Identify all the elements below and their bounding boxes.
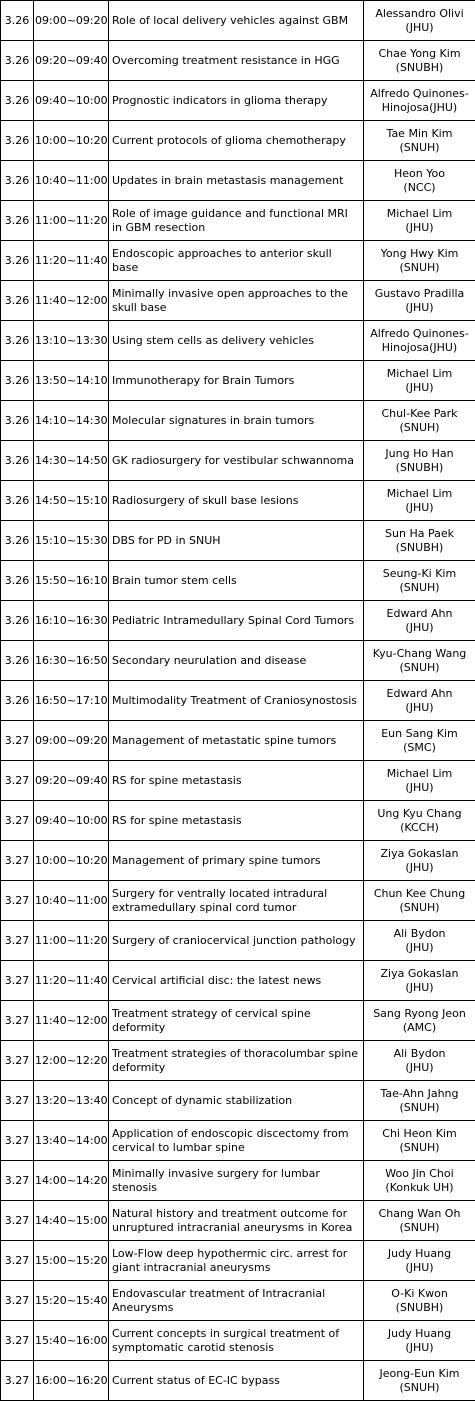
speaker-affiliation: (SNUH) [399,1140,440,1154]
speaker-name: Chul-Kee Park [381,406,458,420]
session-time: 11:20~11:40 [34,961,109,1001]
session-title: RS for spine metastasis [109,761,364,801]
session-date: 3.26 [1,481,34,521]
speaker-name: Jung Ho Han [385,446,454,460]
session-date: 3.27 [1,1041,34,1081]
session-title: Molecular signatures in brain tumors [109,401,364,441]
session-date: 3.26 [1,521,34,561]
session-date: 3.26 [1,1,34,41]
session-title: Natural history and treatment outcome for unruptured intracranial aneurysms in Korea [109,1201,364,1241]
session-time: 16:00~16:20 [34,1361,109,1401]
speaker-affiliation: Hinojosa(JHU) [381,340,458,354]
session-title: Management of primary spine tumors [109,841,364,881]
speaker-affiliation: (SNUBH) [395,1300,444,1314]
session-title: Updates in brain metastasis management [109,161,364,201]
schedule-row [1,681,475,721]
session-time: 16:10~16:30 [34,601,109,641]
session-title: Treatment strategies of thoracolumbar spine deformity [109,1041,364,1081]
speaker-cell [364,41,475,81]
speaker-affiliation: (JHU) [405,860,434,874]
speaker-name: Chae Yong Kim [378,46,461,60]
speaker-name: Alfredo Quinones- [370,326,469,340]
session-time: 09:40~10:00 [34,801,109,841]
speaker-affiliation: (SNUH) [399,1220,440,1234]
session-date: 3.27 [1,881,34,921]
schedule-row [1,321,475,361]
session-time: 16:30~16:50 [34,641,109,681]
speaker-name: Chun Kee Chung [373,886,466,900]
speaker-name: Edward Ahn [386,686,453,700]
session-title: Current concepts in surgical treatment of symptomatic carotid stenosis [109,1321,364,1361]
speaker-cell [364,1041,475,1081]
session-date: 3.26 [1,81,34,121]
speaker-cell [364,121,475,161]
speaker-name: Sang Ryong Jeon [373,1006,466,1020]
schedule-row [1,1161,475,1201]
speaker-name: Seung-Ki Kim [382,566,457,580]
speaker-affiliation: (JHU) [405,980,434,994]
speaker-cell [364,321,475,361]
session-title: Minimally invasive open approaches to the skull base [109,281,364,321]
speaker-name: Gustavo Pradilla [374,286,465,300]
session-date: 3.26 [1,681,34,721]
session-title: Role of local delivery vehicles against GBM [109,1,364,41]
session-title: Surgery for ventrally located intradural extramedullary spinal cord tumor [109,881,364,921]
session-time: 12:00~12:20 [34,1041,109,1081]
session-time: 09:20~09:40 [34,761,109,801]
schedule-row [1,201,475,241]
speaker-cell [364,481,475,521]
schedule-row [1,81,475,121]
session-date: 3.27 [1,1361,34,1401]
session-title: Management of metastatic spine tumors [109,721,364,761]
speaker-cell [364,1081,475,1121]
speaker-cell [364,1321,475,1361]
session-title: Secondary neurulation and disease [109,641,364,681]
session-time: 11:40~12:00 [34,281,109,321]
schedule-row [1,761,475,801]
session-date: 3.26 [1,441,34,481]
session-title: Overcoming treatment resistance in HGG [109,41,364,81]
speaker-name: Michael Lim [386,206,453,220]
speaker-affiliation: (SNUBH) [395,60,444,74]
session-title: Current protocols of glioma chemotherapy [109,121,364,161]
schedule-row [1,961,475,1001]
speaker-cell [364,1001,475,1041]
speaker-cell [364,1161,475,1201]
session-time: 10:40~11:00 [34,161,109,201]
session-date: 3.26 [1,121,34,161]
session-title: Using stem cells as delivery vehicles [109,321,364,361]
session-date: 3.27 [1,1321,34,1361]
speaker-name: Michael Lim [386,486,453,500]
speaker-name: Ali Bydon [393,926,446,940]
speaker-name: O-Ki Kwon [391,1286,448,1300]
speaker-cell [364,441,475,481]
speaker-cell [364,761,475,801]
speaker-name: Ali Bydon [393,1046,446,1060]
speaker-cell [364,681,475,721]
speaker-cell [364,1,475,41]
session-date: 3.27 [1,1001,34,1041]
session-title: Pediatric Intramedullary Spinal Cord Tumors [109,601,364,641]
speaker-affiliation: (JHU) [405,780,434,794]
session-time: 14:40~15:00 [34,1201,109,1241]
schedule-row [1,641,475,681]
session-time: 13:20~13:40 [34,1081,109,1121]
schedule-row [1,1,475,41]
speaker-cell [364,281,475,321]
speaker-affiliation: (SNUBH) [395,460,444,474]
session-time: 14:10~14:30 [34,401,109,441]
speaker-affiliation: (JHU) [405,20,434,34]
session-time: 10:00~10:20 [34,841,109,881]
speaker-name: Alessandro Olivi [375,6,464,20]
speaker-name: Alfredo Quinones- [370,86,469,100]
speaker-cell [364,841,475,881]
session-title: Role of image guidance and functional MRI in GBM resection [109,201,364,241]
session-date: 3.26 [1,361,34,401]
schedule-row [1,441,475,481]
speaker-name: Michael Lim [386,366,453,380]
session-title: Current status of EC-IC bypass [109,1361,364,1401]
session-date: 3.27 [1,1241,34,1281]
session-time: 15:50~16:10 [34,561,109,601]
speaker-affiliation: (JHU) [405,500,434,514]
speaker-affiliation: (JHU) [405,1060,434,1074]
session-date: 3.26 [1,601,34,641]
session-title: Low-Flow deep hypothermic circ. arrest for giant intracranial aneurysms [109,1241,364,1281]
speaker-affiliation: (SNUH) [399,420,440,434]
speaker-affiliation: (SNUBH) [395,540,444,554]
session-date: 3.27 [1,1161,34,1201]
schedule-row [1,1001,475,1041]
speaker-name: Tae-Ahn Jahng [380,1086,459,1100]
schedule-row [1,521,475,561]
speaker-name: Edward Ahn [386,606,453,620]
speaker-name: Judy Huang [387,1326,452,1340]
session-time: 11:20~11:40 [34,241,109,281]
session-date: 3.27 [1,1281,34,1321]
schedule-row [1,1361,475,1401]
session-date: 3.27 [1,841,34,881]
session-time: 15:40~16:00 [34,1321,109,1361]
speaker-affiliation: (SNUH) [399,260,440,274]
speaker-cell [364,201,475,241]
speaker-affiliation: (SMC) [403,740,436,754]
schedule-row [1,721,475,761]
speaker-cell [364,801,475,841]
speaker-name: Ziya Gokaslan [380,846,459,860]
speaker-name: Judy Huang [387,1246,452,1260]
speaker-name: Tae Min Kim [386,126,453,140]
speaker-affiliation: (SNUH) [399,580,440,594]
speaker-name: Heon Yoo [394,166,445,180]
session-date: 3.27 [1,761,34,801]
session-time: 09:40~10:00 [34,81,109,121]
session-title: Radiosurgery of skull base lesions [109,481,364,521]
session-title: Minimally invasive surgery for lumbar stenosis [109,1161,364,1201]
schedule-row [1,161,475,201]
speaker-affiliation: (SNUH) [399,1380,440,1394]
session-date: 3.27 [1,921,34,961]
session-time: 09:20~09:40 [34,41,109,81]
session-time: 15:00~15:20 [34,1241,109,1281]
speaker-affiliation: (NCC) [403,180,436,194]
session-title: Multimodality Treatment of Craniosynostosis [109,681,364,721]
session-time: 15:20~15:40 [34,1281,109,1321]
session-time: 15:10~15:30 [34,521,109,561]
session-date: 3.26 [1,241,34,281]
session-title: Endovascular treatment of Intracranial Aneurysms [109,1281,364,1321]
session-title: Immunotherapy for Brain Tumors [109,361,364,401]
schedule-row [1,41,475,81]
session-date: 3.27 [1,801,34,841]
speaker-cell [364,641,475,681]
schedule-row [1,1121,475,1161]
speaker-name: Ziya Gokaslan [380,966,459,980]
speaker-affiliation: (Konkuk UH) [385,1180,454,1194]
schedule-row [1,601,475,641]
schedule-row [1,841,475,881]
speaker-affiliation: (JHU) [405,620,434,634]
schedule-row [1,1281,475,1321]
speaker-cell [364,1361,475,1401]
speaker-name: Chi Heon Kim [382,1126,457,1140]
schedule-row [1,921,475,961]
schedule-row [1,1321,475,1361]
speaker-affiliation: (SNUH) [399,660,440,674]
session-time: 11:00~11:20 [34,921,109,961]
speaker-cell [364,1281,475,1321]
speaker-cell [364,561,475,601]
session-time: 16:50~17:10 [34,681,109,721]
session-time: 14:50~15:10 [34,481,109,521]
speaker-name: Woo Jin Choi [385,1166,454,1180]
schedule-row [1,1201,475,1241]
schedule-row [1,401,475,441]
speaker-cell [364,161,475,201]
speaker-cell [364,1201,475,1241]
speaker-affiliation: (JHU) [405,1260,434,1274]
speaker-affiliation: (JHU) [405,940,434,954]
speaker-cell [364,721,475,761]
session-date: 3.26 [1,161,34,201]
speaker-affiliation: (JHU) [405,700,434,714]
speaker-cell [364,1121,475,1161]
schedule-row [1,1241,475,1281]
session-date: 3.26 [1,401,34,441]
speaker-affiliation: (JHU) [405,300,434,314]
session-date: 3.27 [1,1201,34,1241]
speaker-name: Ung Kyu Chang [377,806,462,820]
session-title: Cervical artificial disc: the latest news [109,961,364,1001]
session-time: 09:00~09:20 [34,1,109,41]
speaker-name: Kyu-Chang Wang [372,646,467,660]
speaker-affiliation: (JHU) [405,1340,434,1354]
speaker-affiliation: (SNUH) [399,140,440,154]
schedule-row [1,361,475,401]
speaker-name: Yong Hwy Kim [380,246,459,260]
session-title: Surgery of craniocervical junction pathology [109,921,364,961]
schedule-row [1,281,475,321]
speaker-cell [364,1241,475,1281]
schedule-row [1,1041,475,1081]
session-date: 3.26 [1,561,34,601]
session-title: Treatment strategy of cervical spine deformity [109,1001,364,1041]
speaker-cell [364,401,475,441]
speaker-affiliation: Hinojosa(JHU) [381,100,458,114]
speaker-affiliation: (AMC) [402,1020,437,1034]
speaker-affiliation: (JHU) [405,220,434,234]
schedule-row [1,561,475,601]
speaker-cell [364,361,475,401]
session-date: 3.26 [1,641,34,681]
session-date: 3.26 [1,281,34,321]
session-date: 3.27 [1,961,34,1001]
session-date: 3.26 [1,41,34,81]
session-time: 13:40~14:00 [34,1121,109,1161]
session-date: 3.26 [1,201,34,241]
speaker-affiliation: (SNUH) [399,900,440,914]
speaker-affiliation: (SNUH) [399,1100,440,1114]
session-date: 3.26 [1,321,34,361]
session-title: Brain tumor stem cells [109,561,364,601]
schedule-row [1,1081,475,1121]
session-time: 14:30~14:50 [34,441,109,481]
schedule-row [1,481,475,521]
speaker-name: Chang Wan Oh [378,1206,461,1220]
speaker-cell [364,961,475,1001]
session-time: 10:00~10:20 [34,121,109,161]
speaker-cell [364,601,475,641]
session-time: 11:00~11:20 [34,201,109,241]
session-time: 13:50~14:10 [34,361,109,401]
session-date: 3.27 [1,1121,34,1161]
session-date: 3.27 [1,721,34,761]
speaker-affiliation: (KCCH) [400,820,439,834]
session-title: RS for spine metastasis [109,801,364,841]
speaker-name: Sun Ha Paek [385,526,454,540]
session-time: 11:40~12:00 [34,1001,109,1041]
session-time: 14:00~14:20 [34,1161,109,1201]
schedule-row [1,881,475,921]
speaker-cell [364,521,475,561]
speaker-name: Jeong-Eun Kim [379,1366,460,1380]
session-time: 10:40~11:00 [34,881,109,921]
speaker-name: Michael Lim [386,766,453,780]
schedule-body [1,1,475,1401]
session-time: 09:00~09:20 [34,721,109,761]
session-date: 3.27 [1,1081,34,1121]
session-title: Prognostic indicators in glioma therapy [109,81,364,121]
speaker-cell [364,81,475,121]
session-title: DBS for PD in SNUH [109,521,364,561]
speaker-name: Eun Sang Kim [381,726,458,740]
schedule-row [1,241,475,281]
schedule-row [1,801,475,841]
speaker-cell [364,881,475,921]
speaker-cell [364,241,475,281]
session-time: 13:10~13:30 [34,321,109,361]
session-title: GK radiosurgery for vestibular schwannoma [109,441,364,481]
session-title: Endoscopic approaches to anterior skull base [109,241,364,281]
session-title: Concept of dynamic stabilization [109,1081,364,1121]
speaker-affiliation: (JHU) [405,380,434,394]
schedule-row [1,121,475,161]
session-title: Application of endoscopic discectomy from cervical to lumbar spine [109,1121,364,1161]
speaker-cell [364,921,475,961]
